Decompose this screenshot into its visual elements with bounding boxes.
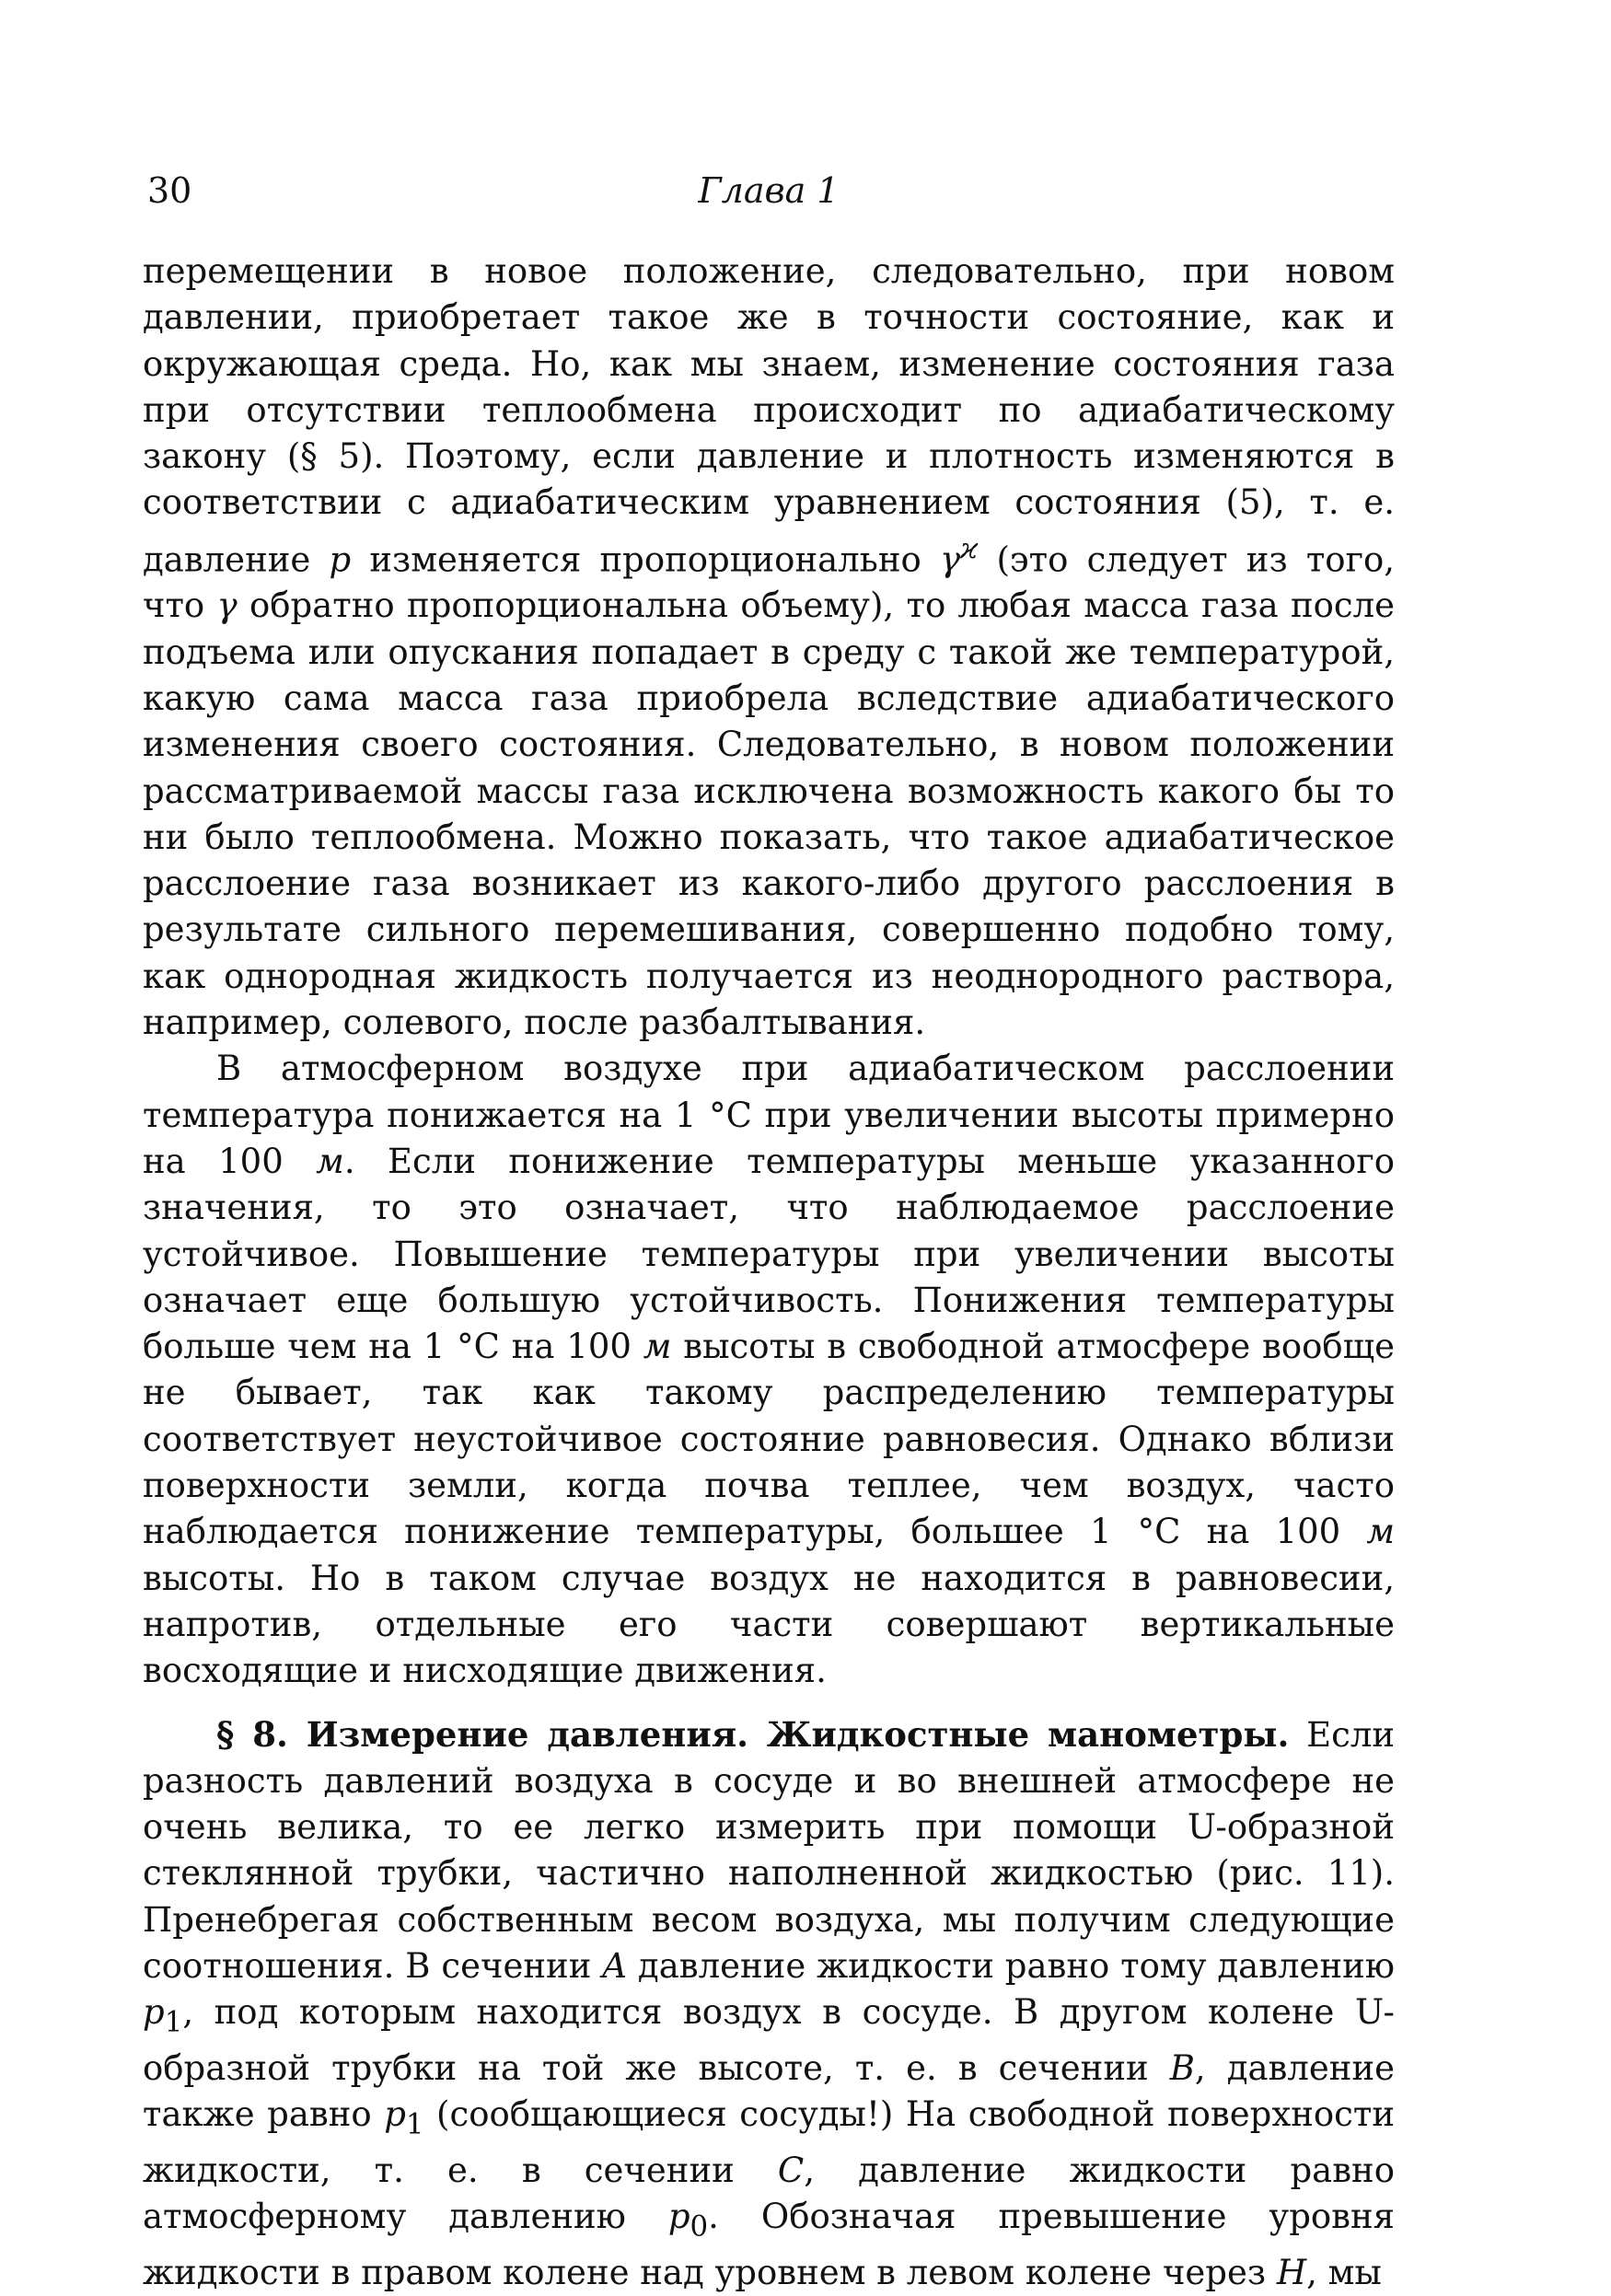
math-A: A xyxy=(602,1946,628,1987)
math-B: B xyxy=(1169,2048,1195,2088)
paragraph-temperature-lapse: В атмосферном воздухе при адиабатическом расслоении температура понижается на 1 °C при увеличении высоты примерно на 100 м. Если понижение температуры меньше указанного значения, то это означает, что наблюдаемое расслоение устойчивое. Повышение температуры при увеличении высоты означает еще большую устойчивость. Понижения температуры больше чем на 1 °C на 100 м высоты в свободной атмосфере вообще не бывает, так как такому распределению температуры соответствует неустойчивое состояние равновесия. Однако вблизи поверхности земли, когда почва теплее, чем воздух, часто наблюдается понижение температуры, большее 1 °C на 100 м высоты. Но в таком случае воздух не находится в равновесии, напротив, отдельные его части совершают вертикальные восходящие и нисходящие движения. xyxy=(143,1049,1395,1691)
unit-m: м xyxy=(643,1327,672,1367)
math-gamma-kappa: $\gamma^ϰ$ xyxy=(939,532,979,580)
page-number: 30 xyxy=(147,170,192,211)
math-gamma: γ xyxy=(216,586,238,626)
math-p: p xyxy=(329,539,352,580)
math-p0: $p_0$ xyxy=(667,2197,709,2244)
paragraph-section-8: § 8. Измерение давления. Жидкостные манометры. Если разность давлений воздуха в сосуде и во внешней атмосфере не очень велика, то ее легко измерить при помощи U-образной стеклянной трубки, частично наполненной жидкостью (рис. 11). Пренебрегая собственным весом воздуха, мы получим следующие соотношения. В сечении A давление жидкости равно тому давлению $p_1$, под которым находится воздух в сосуде. В другом колене U-образной трубки на той же высоте, т. е. в сечении B, давление также равно $p_1$ (сообщающиеся сосуды!) На свободной поверхности жидкости, т. е. в сечении C, давление жидкости равно атмосферному давлению $p_0$. Обозначая превышение уровня жидкости в правом колене над уровнем в левом колене через H, мы xyxy=(143,1713,1396,2292)
math-p1: $p_1$ xyxy=(384,2094,424,2141)
math-H: H xyxy=(1276,2252,1307,2292)
page-header xyxy=(147,170,1390,226)
chapter-title: Глава 1 xyxy=(698,170,840,211)
math-C: C xyxy=(777,2150,805,2190)
unit-m: м xyxy=(316,1141,344,1181)
section-heading: § 8. Измерение давления. Жидкостные манометры. xyxy=(216,1713,1290,1755)
unit-m: м xyxy=(1366,1512,1395,1552)
math-p1: $p_1$ xyxy=(143,1992,183,2039)
body-text xyxy=(143,249,1395,2296)
paragraph-adiabatic-continuation: перемещении в новое положение, следовательно, при новом давлении, приобретает такое же в точности состояние, как и окружающая среда. Но, как мы знаем, изменение состояния газа при отсутствии теплообмена происходит по адиабатическому закону (§ 5). Поэтому, если давление и плотность изменяются в соответствии с адиабатическим уравнением состояния (5), т. е. давление p изменяется пропорционально $\gamma^ϰ$ (это следует из того, что γ обратно пропорциональна объему), то любая масса газа после подъема или опускания попадает в среду с такой же температурой, какую сама масса газа приобрела вследствие адиабатического изменения своего состояния. Следовательно, в новом положении рассматриваемой массы газа исключена возможность какого бы то ни было теплообмена. Можно показать, что такое адиабатическое расслоение газа возникает из какого-либо другого расслоения в результате сильного перемешивания, совершенно подобно тому, как однородная жидкость получается из неоднородного раствора, например, солевого, после разбалтывания. xyxy=(143,251,1396,1043)
